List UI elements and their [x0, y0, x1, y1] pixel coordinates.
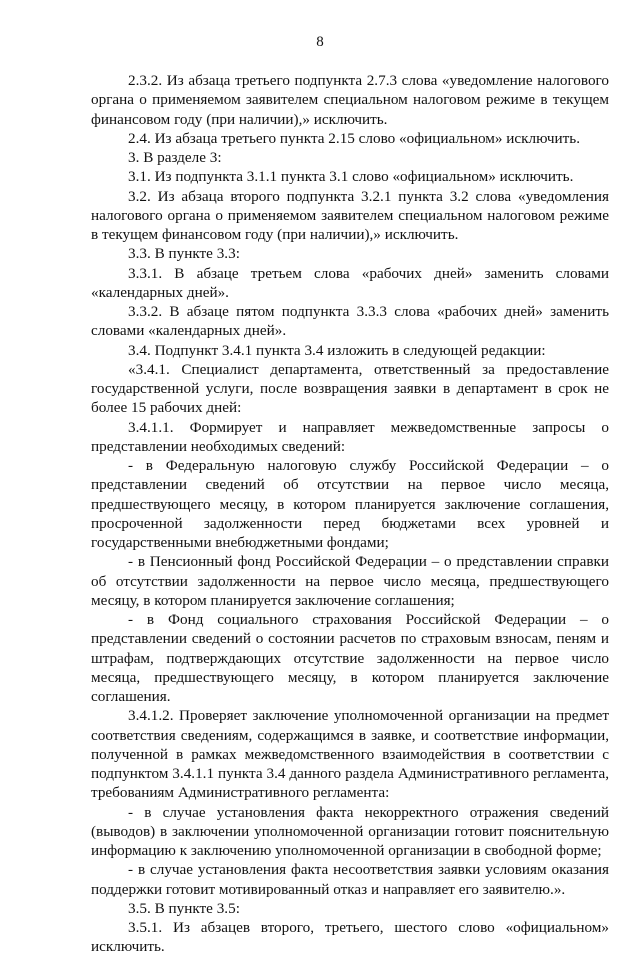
paragraph-3-4-1-2: 3.4.1.2. Проверяет заключение уполномоченной организации на предмет соответствия сведениям, содержащимся в заявке, и соответствие информации, полученной в рамках межведомственного взаимодействия в соответствии с подпунктом 3.4.1.1 пункта 3.4 данного раздела Административного регламента, требованиям Административного регламента: — [91, 707, 609, 802]
paragraph-3: 3. В разделе 3: — [128, 149, 222, 166]
paragraph-2-3-2: 2.3.2. Из абзаца третьего подпункта 2.7.3 слова «уведомление налогового органа о применяемом заявителем специальном налоговом режиме в текущем финансовом году (при наличии),» исключить. — [91, 72, 609, 128]
paragraph-3-1: 3.1. Из подпункта 3.1.1 пункта 3.1 слово «официальном» исключить. — [128, 168, 574, 186]
paragraph-3-4-1-1: 3.4.1.1. Формирует и направляет межведомственные запросы о представлении необходимых сведений: — [91, 418, 609, 455]
list-item-refusal: - в случае установления факта несоответствия заявки условиям оказания поддержки готовит мотивированный отказ и направляет его заявителю.». — [91, 861, 609, 898]
paragraph-3-5: 3.5. В пункте 3.5: — [128, 899, 240, 917]
paragraph-3-3-1: 3.3.1. В абзаце третьем слова «рабочих дней» заменить словами «календарных дней». — [91, 264, 609, 301]
document-body — [91, 71, 609, 957]
paragraph-3-3: 3.3. В пункте 3.3: — [128, 245, 240, 263]
paragraph-3-2: 3.2. Из абзаца второго подпункта 3.2.1 пункта 3.2 слова «уведомления налогового органа о применяемом заявителем специальном налоговом режиме в текущем финансовом году (при наличии),» исключить. — [91, 187, 609, 243]
list-item-fns: - в Федеральную налоговую службу Российской Федерации – о представлении сведений об отсутствии на первое число месяца, предшествующего месяцу, в котором планируется заключение соглашения, просроченной задолженности перед бюджетами всех уровней и государственными внебюджетными фондами; — [91, 457, 609, 551]
list-item-incorrect-info: - в случае установления факта некорректного отражения сведений (выводов) в заключении уполномоченной организации готовит пояснительную информацию к заключению уполномоченной организации в свободной форме; — [91, 803, 609, 859]
page-number: 8 — [316, 34, 324, 50]
paragraph-2-4: 2.4. Из абзаца третьего пункта 2.15 слово «официальном» исключить. — [128, 129, 580, 147]
paragraph-3-4-1: «3.4.1. Специалист департамента, ответственный за предоставление государственной услуги, после возвращения заявки в департамент в срок не более 15 рабочих дней: — [91, 360, 609, 417]
list-item-pfr: - в Пенсионный фонд Российской Федерации – о представлении справки об отсутствии задолженности на первое число месяца, предшествующего месяцу, в котором планируется заключение соглашения; — [91, 553, 609, 609]
paragraph-3-3-2: 3.3.2. В абзаце пятом подпункта 3.3.3 слова «рабочих дней» заменить словами «календарных дней». — [91, 303, 609, 340]
list-item-fss: - в Фонд социального страхования Российской Федерации – о представлении сведений о состоянии расчетов по страховым взносам, пеням и штрафам, подтверждающих отсутствие задолженности на первое число месяца, предшествующего месяцу, в котором планируется заключение соглашения. — [91, 611, 609, 705]
paragraph-3-4: 3.4. Подпункт 3.4.1 пункта 3.4 изложить в следующей редакции: — [128, 341, 546, 359]
paragraph-3-5-1: 3.5.1. Из абзацев второго, третьего, шестого слово «официальном» исключить. — [91, 919, 609, 956]
